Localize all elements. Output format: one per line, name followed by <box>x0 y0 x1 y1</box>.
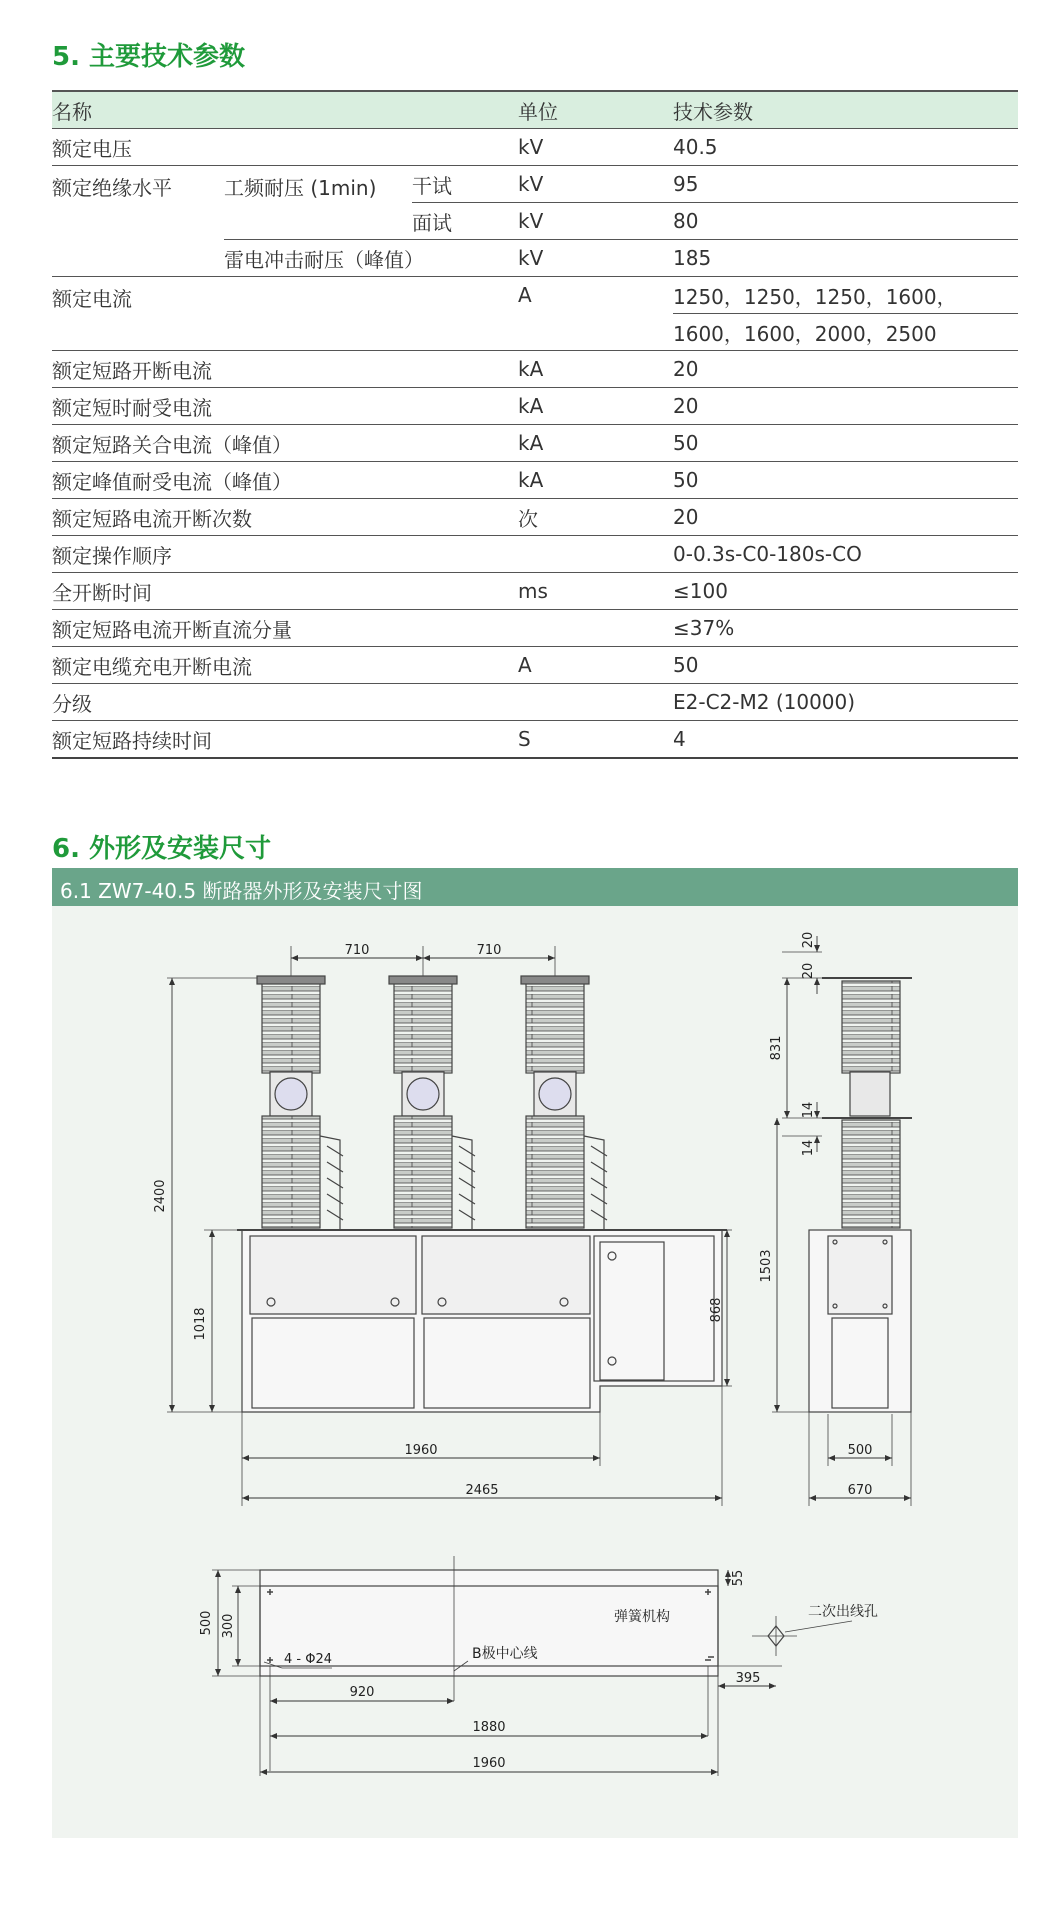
dim-395: 395 <box>735 1671 761 1686</box>
row-name: 额定操作顺序 <box>52 543 172 568</box>
dim-868: 868 <box>709 1297 724 1323</box>
pole-a <box>257 976 343 1230</box>
row-unit: S <box>518 727 531 751</box>
row-unit <box>518 536 673 573</box>
row-value: 50 <box>673 653 699 677</box>
row-value: ≤100 <box>673 579 728 603</box>
table-row <box>52 647 1018 684</box>
row-name: 额定电流 <box>52 277 518 351</box>
header-name: 名称 <box>52 99 92 124</box>
dim-20-top: 20 <box>801 931 816 949</box>
dim-2465: 2465 <box>465 1483 499 1498</box>
row-value: 4 <box>673 727 686 751</box>
drawing-area <box>52 906 1018 1838</box>
row-unit: A <box>518 277 673 351</box>
row-subname: 工频耐压 (1min) <box>224 176 377 200</box>
dim-1018: 1018 <box>193 1307 208 1341</box>
dim-1880: 1880 <box>472 1720 506 1735</box>
row-name: 额定短路电流开断直流分量 <box>52 617 292 642</box>
dim-500-base: 500 <box>199 1610 214 1636</box>
dim-14-top: 14 <box>801 1101 816 1119</box>
dim-14-bottom: 14 <box>801 1139 816 1157</box>
row-name: 额定电压 <box>52 136 132 161</box>
row-value: 20 <box>673 505 699 529</box>
row-name: 全开断时间 <box>52 580 152 605</box>
dim-670: 670 <box>847 1483 873 1498</box>
row-unit: 次 <box>518 506 538 531</box>
row-value: 40.5 <box>673 135 718 159</box>
row-unit: kA <box>518 357 544 381</box>
pole-b <box>389 976 475 1230</box>
row-unit: ms <box>518 579 548 603</box>
table-row <box>52 166 1018 203</box>
row-unit: kA <box>518 431 544 455</box>
row-name: 额定短路关合电流（峰值） <box>52 432 292 457</box>
table-row <box>52 388 1018 425</box>
row-unit: kV <box>518 246 544 270</box>
row-unit: A <box>518 653 532 677</box>
row-value: 50 <box>673 468 699 492</box>
side-view <box>772 952 912 1506</box>
table-row <box>52 499 1018 536</box>
section-5-title: 5. 主要技术参数 <box>52 42 246 72</box>
row-unit: kV <box>518 209 544 233</box>
row-value: ≤37% <box>673 616 735 640</box>
section-6-title: 6. 外形及安装尺寸 <box>52 834 272 864</box>
row-value: E2-C2-M2 (10000) <box>673 690 856 714</box>
row-value: 0-0.3s-C0-180s-CO <box>673 542 862 566</box>
header-param: 技术参数 <box>673 99 753 124</box>
row-unit <box>518 684 673 721</box>
row-name: 额定短路持续时间 <box>52 728 212 753</box>
table-row <box>52 425 1018 462</box>
table-row <box>52 573 1018 610</box>
table-header-row <box>52 91 1018 129</box>
table-row <box>52 351 1018 388</box>
dim-920: 920 <box>349 1685 375 1700</box>
row-value: 20 <box>673 394 699 418</box>
label-spring-mechanism: 弹簧机构 <box>614 1609 670 1625</box>
row-name: 额定短时耐受电流 <box>52 395 212 420</box>
row-value: 50 <box>673 431 699 455</box>
dim-300: 300 <box>221 1613 236 1639</box>
row-value: 1250，1250，1250，1600， <box>673 277 1018 314</box>
row-subname: 雷电冲击耐压（峰值） <box>224 247 424 272</box>
figure-caption: 6.1 ZW7-40.5 断路器外形及安装尺寸图 <box>60 879 423 903</box>
dim-1503: 1503 <box>759 1249 774 1283</box>
installation-drawing <box>52 906 1018 1838</box>
spec-table <box>52 90 1018 759</box>
row-unit <box>518 610 673 647</box>
row-value: 185 <box>673 246 712 270</box>
dim-500-side: 500 <box>847 1443 873 1458</box>
table-row <box>52 610 1018 647</box>
figure-banner <box>52 868 1018 906</box>
dim-710-left: 710 <box>344 943 370 958</box>
dim-20-bottom: 20 <box>801 962 816 980</box>
row-value: 20 <box>673 357 699 381</box>
pole-c <box>521 976 607 1230</box>
row-unit: kA <box>518 468 544 492</box>
dim-1960-base: 1960 <box>472 1756 506 1771</box>
table-row <box>52 721 1018 759</box>
row-unit: kA <box>518 394 544 418</box>
row-value: 1600，1600，2000，2500 <box>673 321 937 346</box>
header-unit: 单位 <box>518 99 558 124</box>
row-value: 95 <box>673 166 1018 203</box>
row-test: 面试 <box>412 210 452 235</box>
dim-55: 55 <box>731 1569 746 1587</box>
front-view <box>167 946 732 1506</box>
row-unit: kV <box>518 135 544 159</box>
table-row <box>52 277 1018 314</box>
row-name: 分级 <box>52 691 92 716</box>
row-name: 额定绝缘水平 <box>52 166 224 277</box>
label-b-center-line: B极中心线 <box>472 1646 538 1662</box>
row-test: 干试 <box>412 166 518 203</box>
dim-710-right: 710 <box>476 943 502 958</box>
table-row <box>52 129 1018 166</box>
dim-831: 831 <box>769 1035 784 1061</box>
row-unit: kV <box>518 166 673 203</box>
label-secondary-outlet: 二次出线孔 <box>808 1604 878 1620</box>
dim-2400: 2400 <box>153 1179 168 1213</box>
table-row <box>52 462 1018 499</box>
row-value: 80 <box>673 209 699 233</box>
row-name: 额定短路电流开断次数 <box>52 506 252 531</box>
table-row <box>52 684 1018 721</box>
label-mounting-holes: 4 - Φ24 <box>284 1652 333 1667</box>
row-name: 额定短路开断电流 <box>52 358 212 383</box>
dim-1960-front: 1960 <box>404 1443 438 1458</box>
table-row <box>52 536 1018 573</box>
row-name: 额定峰值耐受电流（峰值） <box>52 469 292 494</box>
row-name: 额定电缆充电开断电流 <box>52 654 252 679</box>
